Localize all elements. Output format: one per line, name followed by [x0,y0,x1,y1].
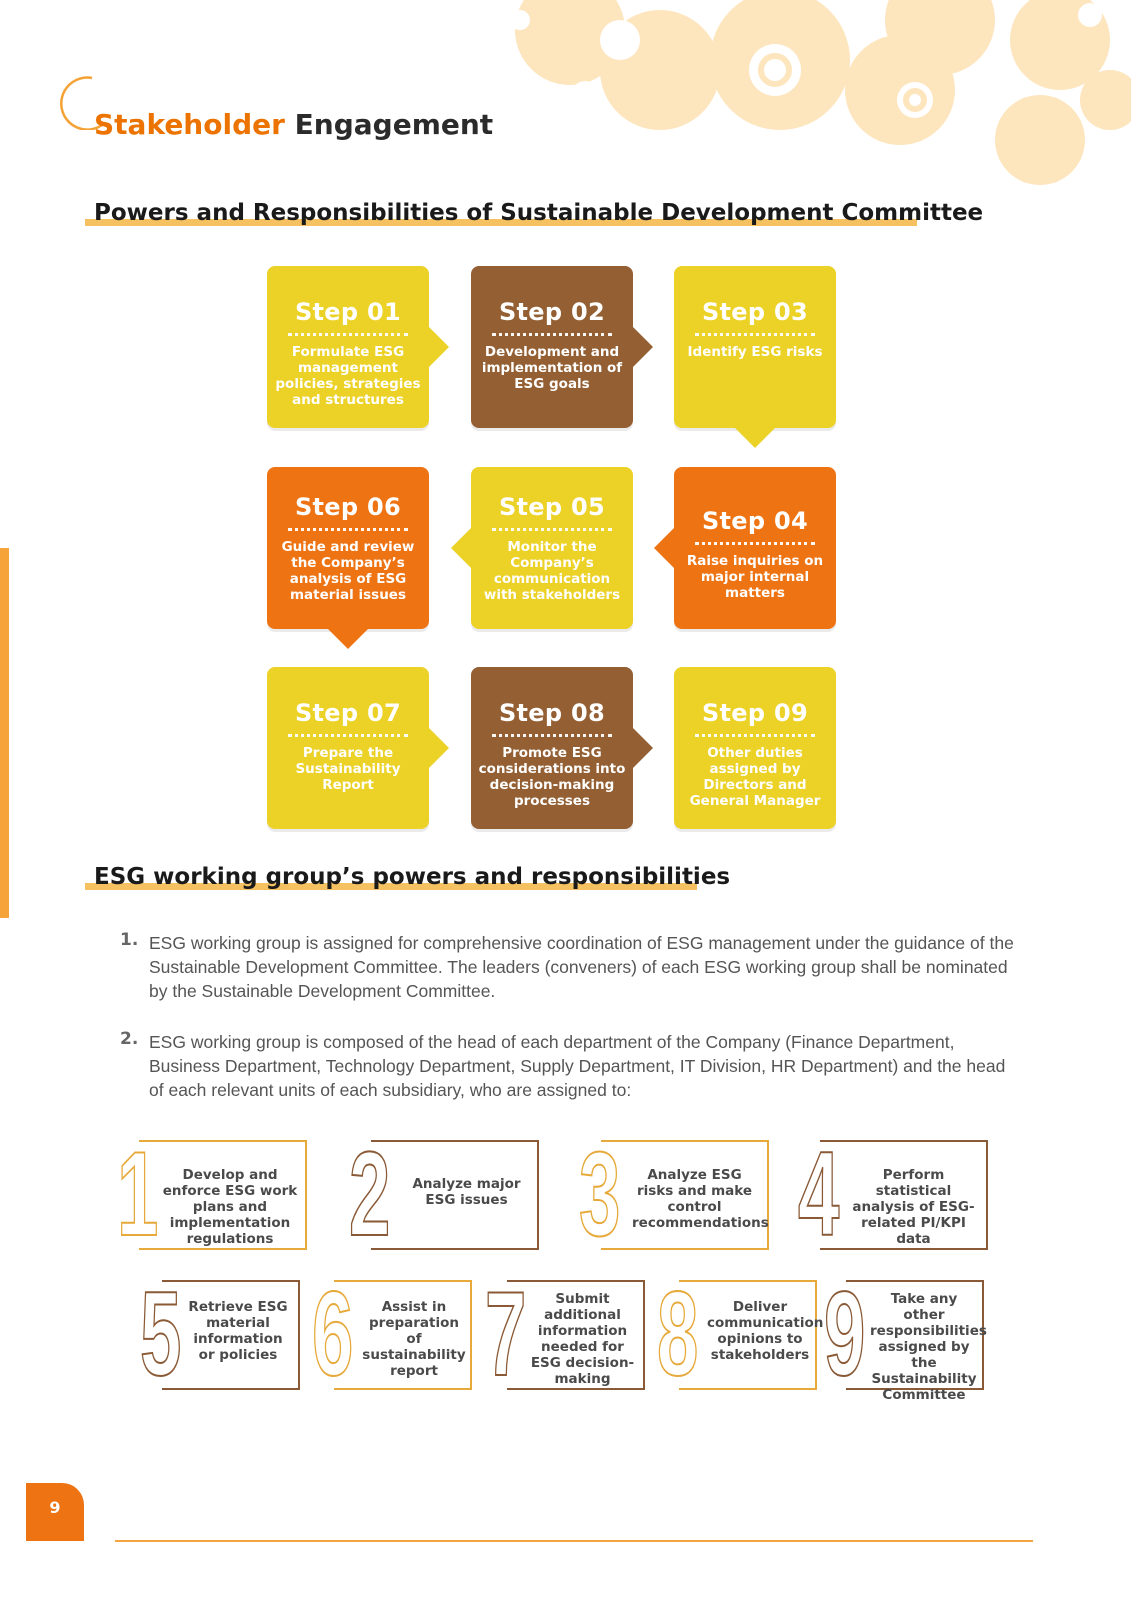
duty-text: Deliver communication opinions to stakeholders [707,1299,824,1363]
duty-number: 4 [798,1127,840,1261]
step-desc: Identify ESG risks [687,344,823,360]
step-divider [492,734,612,737]
duty-box-3 [577,1127,769,1261]
step-desc: Prepare the Sustainability Report [295,745,401,793]
step-divider [695,542,815,545]
step-name: Step 03 [701,298,809,326]
step-card-02 [471,266,633,428]
duty-box-4 [796,1127,988,1261]
step-divider [288,734,408,737]
step-divider [492,333,612,336]
paragraph-text: ESG working group is composed of the head of each department of the Company (Finance Department, Business Department, Technology Department, Supply Department, IT Division, HR Department) and the head of each relevant units of each subsidiary, who are assigned to: [149,1032,1006,1100]
step-name: Step 09 [701,699,809,727]
arrow-right-icon [633,327,653,367]
duty-box-8 [655,1267,824,1401]
duty-box-7 [483,1267,645,1401]
step-card-03 [674,266,836,428]
arrow-left-icon [451,528,471,568]
step-desc: Other duties assigned by Directors and General Manager [689,745,821,809]
duty-number: 2 [349,1127,391,1261]
paragraph-2 [120,1030,1020,1102]
duty-number: 5 [140,1267,182,1401]
arrow-left-icon [654,528,674,568]
step-desc: Guide and review the Company’s analysis of ESG material issues [281,539,415,603]
duty-text: Retrieve ESG material information or policies [188,1299,288,1363]
step-desc: Raise inquiries on major internal matters [686,553,824,601]
page-title [94,108,493,141]
paragraph-1 [120,931,1020,1003]
step-name: Step 07 [294,699,402,727]
duty-text: Submit additional information needed for ESG decision-making [530,1291,635,1387]
duty-text: Develop and enforce ESG work plans and implementation regulations [162,1167,298,1247]
section-title-working-group: ESG working group’s powers and responsibilities [94,864,731,890]
step-card-04 [674,467,836,629]
step-name: Step 06 [294,493,402,521]
step-name: Step 04 [701,507,809,535]
duty-number: 8 [657,1267,699,1401]
step-divider [695,734,815,737]
step-desc: Monitor the Company’s communication with stakeholders [483,539,621,603]
duty-text: Take any other responsibilities assigned by the Sustainability Committee [870,1291,987,1403]
step-divider [288,333,408,336]
duty-box-2 [347,1127,539,1261]
paragraph-number: 2. [120,1029,139,1049]
arrow-down-icon [735,428,775,448]
arrow-right-icon [429,728,449,768]
step-card-07 [267,667,429,829]
duty-number: 3 [579,1127,621,1261]
page-title-rest: Engagement [294,108,494,141]
page-number: 9 [26,1483,84,1541]
side-accent-bar [0,548,9,918]
step-desc: Promote ESG considerations into decision-making processes [478,745,626,809]
gears-decoration [500,0,1131,200]
duty-box-9 [822,1267,987,1403]
page-title-highlight: Stakeholder [94,108,285,141]
step-desc: Development and implementation of ESG goals [481,344,623,392]
duty-text: Analyze major ESG issues [412,1176,521,1208]
step-name: Step 01 [294,298,402,326]
duty-box-5 [138,1267,300,1401]
step-divider [288,528,408,531]
paragraph-text: ESG working group is assigned for comprehensive coordination of ESG management under the guidance of the Sustainable Development Committee. The leaders (conveners) of each ESG working group shall be nominated by the Sustainable Development Committee. [149,933,1014,1001]
step-card-08 [471,667,633,829]
step-name: Step 05 [498,493,606,521]
step-desc: Formulate ESG management policies, strategies and structures [275,344,421,408]
step-divider [695,333,815,336]
step-card-06 [267,467,429,629]
duty-number: 6 [312,1267,354,1401]
step-name: Step 02 [498,298,606,326]
duty-box-6 [310,1267,472,1401]
paragraph-number: 1. [120,930,139,950]
duty-number: 1 [117,1127,159,1261]
duty-text: Perform statistical analysis of ESG-related PI/KPI data [852,1167,975,1247]
arrow-right-icon [429,327,449,367]
arrow-down-icon [328,629,368,649]
step-divider [492,528,612,531]
duty-text: Analyze ESG risks and make control recommendations [632,1167,769,1231]
arrow-right-icon [633,728,653,768]
section-title-committee: Powers and Responsibilities of Sustainable Development Committee [94,200,984,226]
duty-number: 7 [485,1267,527,1401]
step-card-09 [674,667,836,829]
duty-number: 9 [824,1267,866,1401]
duty-text: Assist in preparation of sustainability report [362,1299,466,1379]
step-name: Step 08 [498,699,606,727]
step-card-05 [471,467,633,629]
duty-box-1 [115,1127,307,1261]
footer-line [115,1540,1033,1542]
step-card-01 [267,266,429,428]
